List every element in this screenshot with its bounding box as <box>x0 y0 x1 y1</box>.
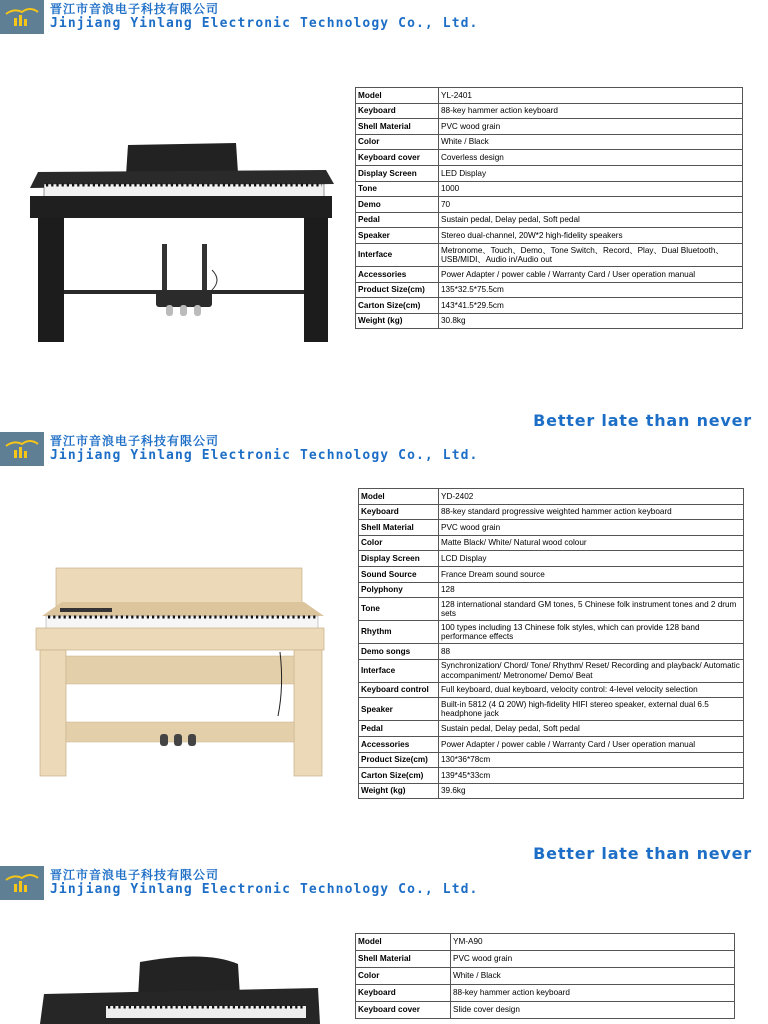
company-name-en: Jinjiang Yinlang Electronic Technology Co., Ltd. <box>50 16 479 31</box>
spec-value: Sustain pedal, Delay pedal, Soft pedal <box>439 212 743 228</box>
spec-row <box>356 1002 735 1019</box>
logo-icon <box>0 432 44 466</box>
spec-value: Matte Black/ White/ Natural wood colour <box>439 535 744 551</box>
company-logo <box>0 866 44 900</box>
spec-label: Interface <box>356 243 439 266</box>
spec-label: Weight (kg) <box>359 783 439 799</box>
spec-value: Slide cover design <box>451 1002 735 1019</box>
company-name-cn: 晋江市音浪电子科技有限公司 <box>50 434 220 448</box>
spec-label: Keyboard cover <box>356 1002 451 1019</box>
company-logo <box>0 0 44 34</box>
spec-label: Shell Material <box>356 119 439 135</box>
spec-row <box>359 783 744 799</box>
spec-row <box>356 119 743 135</box>
spec-label: Keyboard cover <box>356 150 439 166</box>
spec-row <box>356 266 743 282</box>
spec-row <box>356 165 743 181</box>
spec-row <box>359 621 744 644</box>
spec-label: Display Screen <box>356 165 439 181</box>
spec-value: YD-2402 <box>439 489 744 505</box>
spec-value: 128 <box>439 582 744 598</box>
spec-label: Keyboard <box>356 985 451 1002</box>
slogan: Better late than never <box>533 411 752 430</box>
spec-label: Speaker <box>356 228 439 244</box>
spec-value: 1000 <box>439 181 743 197</box>
logo-icon <box>0 866 44 900</box>
spec-row <box>356 243 743 266</box>
spec-label: Keyboard control <box>359 682 439 698</box>
spec-value: White / Black <box>451 968 735 985</box>
spec-value: YL-2401 <box>439 88 743 104</box>
company-name-en: Jinjiang Yinlang Electronic Technology Co., Ltd. <box>50 448 479 463</box>
spec-row <box>359 582 744 598</box>
spec-value: LCD Display <box>439 551 744 567</box>
spec-label: Weight (kg) <box>356 313 439 329</box>
spec-value: Metronome、Touch、Demo、Tone Switch、Record、Play、Dual Bluetooth、USB/MIDI、Audio in/Audio out <box>439 243 743 266</box>
spec-value: 39.6kg <box>439 783 744 799</box>
logo-icon <box>0 0 44 34</box>
spec-table-1 <box>355 87 743 329</box>
product-image-black-piano <box>26 140 336 345</box>
spec-label: Model <box>356 88 439 104</box>
product-image-wood-piano <box>32 566 328 780</box>
spec-row <box>359 768 744 784</box>
spec-row <box>359 644 744 660</box>
spec-value: PVC wood grain <box>451 951 735 968</box>
spec-value: 88-key hammer action keyboard <box>451 985 735 1002</box>
spec-label: Pedal <box>356 212 439 228</box>
spec-value: Built-in 5812 (4 Ω 20W) high-fidelity HIFI stereo speaker, external dual 6.5 headphone jack <box>439 698 744 721</box>
spec-label: Shell Material <box>356 951 451 968</box>
spec-label: Demo <box>356 197 439 213</box>
spec-row <box>359 721 744 737</box>
company-name-cn: 晋江市音浪电子科技有限公司 <box>50 2 220 16</box>
spec-label: Rhythm <box>359 621 439 644</box>
company-header <box>0 0 479 34</box>
spec-table-2-body <box>359 489 744 799</box>
company-header <box>0 866 479 900</box>
spec-row <box>359 520 744 536</box>
spec-row <box>356 298 743 314</box>
spec-value: 143*41.5*29.5cm <box>439 298 743 314</box>
spec-row <box>356 228 743 244</box>
spec-label: Model <box>359 489 439 505</box>
spec-value: Stereo dual-channel, 20W*2 high-fidelity speakers <box>439 228 743 244</box>
spec-row <box>356 985 735 1002</box>
spec-row <box>356 968 735 985</box>
spec-value: 135*32.5*75.5cm <box>439 282 743 298</box>
spec-label: Polyphony <box>359 582 439 598</box>
spec-label: Carton Size(cm) <box>356 298 439 314</box>
spec-row <box>356 181 743 197</box>
spec-row <box>359 551 744 567</box>
slogan: Better late than never <box>533 844 752 863</box>
spec-row <box>359 659 744 682</box>
company-name-cn: 晋江市音浪电子科技有限公司 <box>50 868 220 882</box>
spec-label: Keyboard <box>359 504 439 520</box>
spec-table-3-body <box>356 934 735 1019</box>
spec-label: Pedal <box>359 721 439 737</box>
spec-value: 100 types including 13 Chinese folk styles, which can provide 128 band performance effects <box>439 621 744 644</box>
spec-label: Color <box>356 968 451 985</box>
spec-label: Product Size(cm) <box>356 282 439 298</box>
spec-label: Tone <box>356 181 439 197</box>
spec-row <box>356 951 735 968</box>
spec-row <box>356 197 743 213</box>
spec-row <box>356 934 735 951</box>
spec-label: Display Screen <box>359 551 439 567</box>
spec-value: 88-key hammer action keyboard <box>439 103 743 119</box>
spec-row <box>359 752 744 768</box>
spec-label: Tone <box>359 598 439 621</box>
spec-row <box>356 282 743 298</box>
spec-value: Power Adapter / power cable / Warranty Card / User operation manual <box>439 736 744 752</box>
spec-label: Model <box>356 934 451 951</box>
spec-row <box>359 566 744 582</box>
spec-value: LED Display <box>439 165 743 181</box>
spec-value: 30.8kg <box>439 313 743 329</box>
spec-row <box>356 150 743 166</box>
spec-value: PVC wood grain <box>439 119 743 135</box>
spec-row <box>356 88 743 104</box>
spec-label: Shell Material <box>359 520 439 536</box>
spec-row <box>359 598 744 621</box>
company-name-en: Jinjiang Yinlang Electronic Technology Co., Ltd. <box>50 882 479 897</box>
spec-value: White / Black <box>439 134 743 150</box>
spec-row <box>359 736 744 752</box>
spec-label: Keyboard <box>356 103 439 119</box>
spec-label: Speaker <box>359 698 439 721</box>
spec-label: Product Size(cm) <box>359 752 439 768</box>
spec-row <box>356 134 743 150</box>
spec-value: Power Adapter / power cable / Warranty Card / User operation manual <box>439 266 743 282</box>
spec-row <box>359 535 744 551</box>
spec-value: Full keyboard, dual keyboard, velocity control: 4-level velocity selection <box>439 682 744 698</box>
spec-value: 88 <box>439 644 744 660</box>
spec-row <box>359 698 744 721</box>
product-image-dark-piano <box>36 954 326 1024</box>
spec-label: Accessories <box>356 266 439 282</box>
spec-row <box>356 313 743 329</box>
company-header <box>0 432 479 466</box>
spec-label: Accessories <box>359 736 439 752</box>
spec-value: 88-key standard progressive weighted hammer action keyboard <box>439 504 744 520</box>
spec-table-2 <box>358 488 744 799</box>
spec-row <box>359 489 744 505</box>
spec-value: YM-A90 <box>451 934 735 951</box>
spec-value: Sustain pedal, Delay pedal, Soft pedal <box>439 721 744 737</box>
spec-table-3 <box>355 933 735 1019</box>
spec-label: Demo songs <box>359 644 439 660</box>
spec-row <box>356 212 743 228</box>
spec-label: Color <box>356 134 439 150</box>
spec-value: Synchronization/ Chord/ Tone/ Rhythm/ Reset/ Recording and playback/ Automatic accompaniment/ Metronome/ Demo/ Beat <box>439 659 744 682</box>
spec-value: Coverless design <box>439 150 743 166</box>
company-logo <box>0 432 44 466</box>
spec-row <box>359 504 744 520</box>
spec-row <box>359 682 744 698</box>
spec-value: France Dream sound source <box>439 566 744 582</box>
spec-value: 70 <box>439 197 743 213</box>
spec-label: Color <box>359 535 439 551</box>
spec-label: Carton Size(cm) <box>359 768 439 784</box>
spec-label: Sound Source <box>359 566 439 582</box>
spec-value: 139*45*33cm <box>439 768 744 784</box>
spec-value: PVC wood grain <box>439 520 744 536</box>
spec-value: 130*36*78cm <box>439 752 744 768</box>
spec-table-1-body <box>356 88 743 329</box>
spec-row <box>356 103 743 119</box>
spec-label: Interface <box>359 659 439 682</box>
spec-value: 128 international standard GM tones, 5 Chinese folk instrument tones and 2 drum sets <box>439 598 744 621</box>
